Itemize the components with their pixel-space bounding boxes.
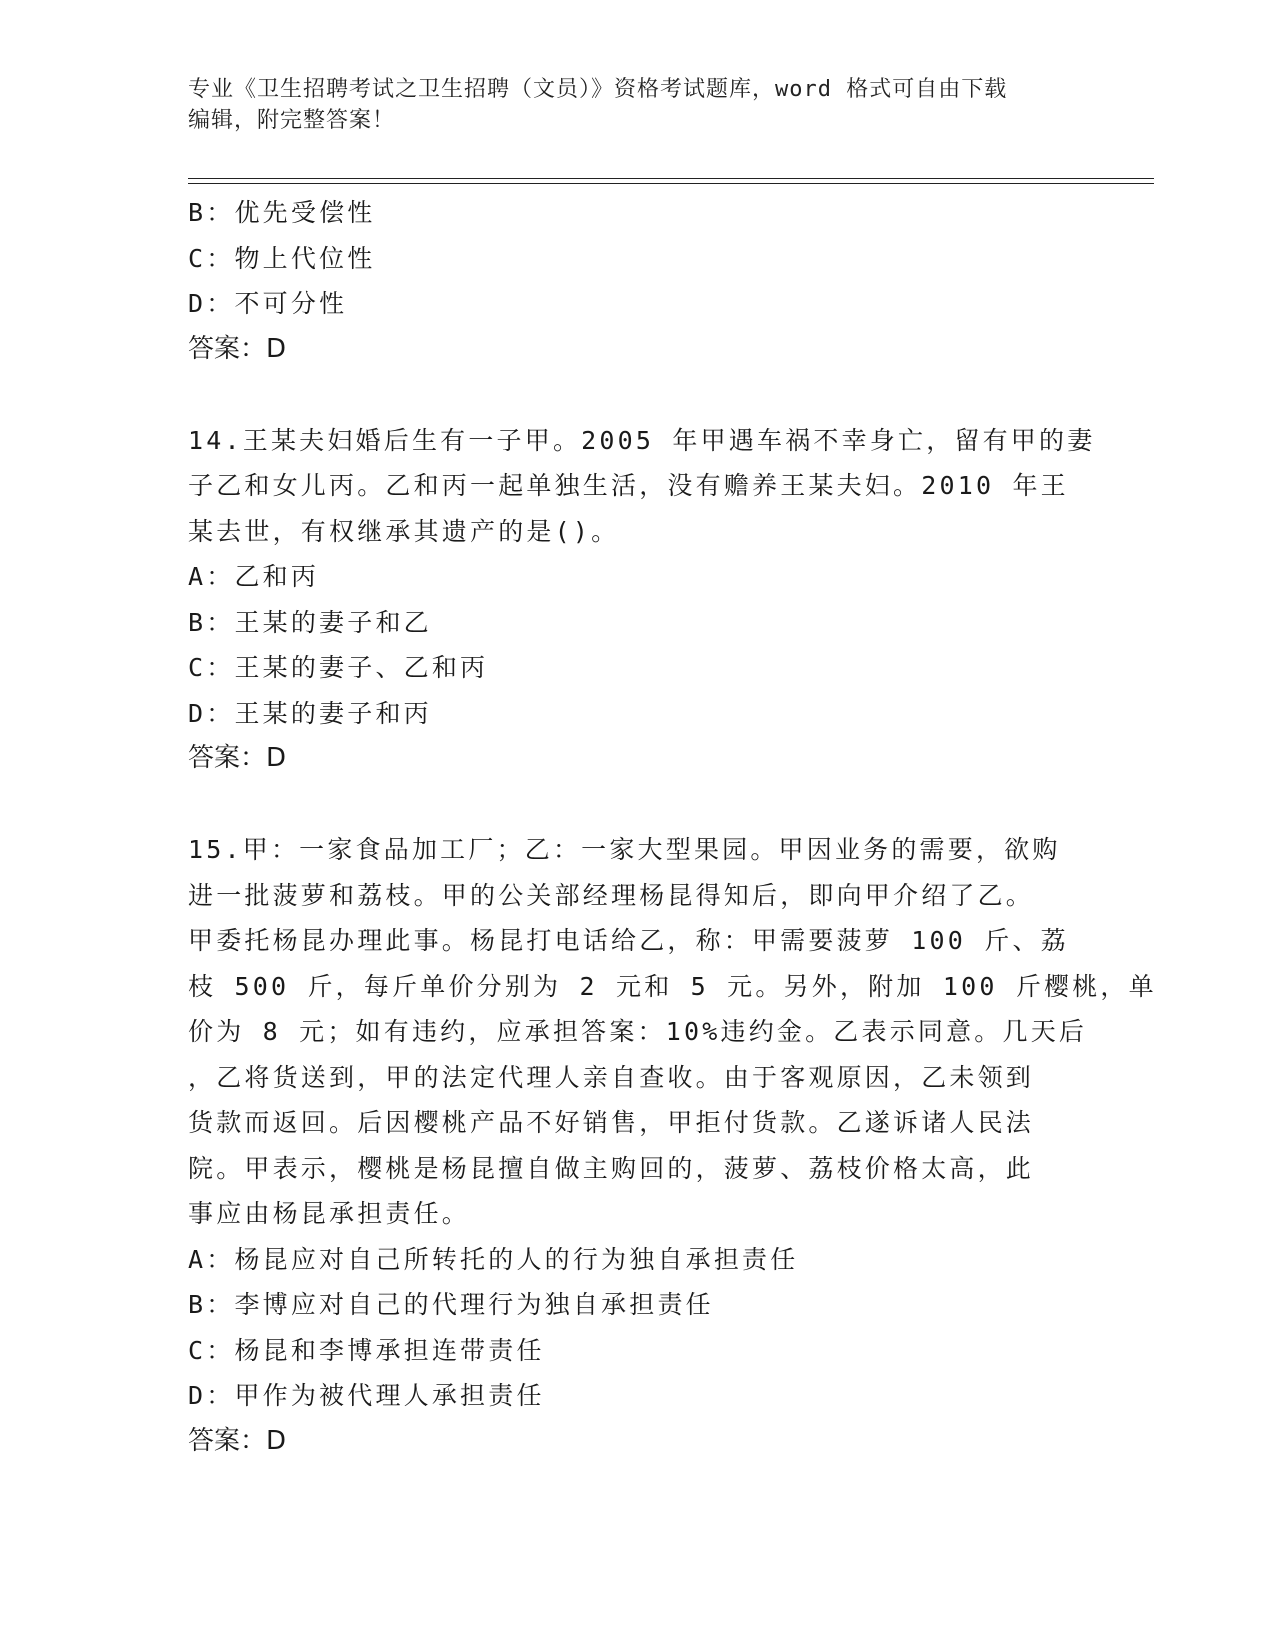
option-b: B：优先受偿性 xyxy=(188,198,376,227)
document-body xyxy=(188,190,1157,1464)
question-15 xyxy=(188,827,1157,1464)
question-stem-line: 14.王某夫妇婚后生有一子甲。2005 年甲遇车祸不幸身亡，留有甲的妻 xyxy=(188,425,1096,455)
header-line-2: 编辑，附完整答案！ xyxy=(188,108,396,133)
option-c: C：物上代位性 xyxy=(188,243,376,273)
header-line-1: 专业《卫生招聘考试之卫生招聘（文员）》资格考试题库，word 格式可自由下载 xyxy=(188,77,1008,102)
option-a: A：杨昆应对自己所转托的人的行为独自承担责任 xyxy=(188,1244,799,1274)
question-stem-line: 货款而返回。后因樱桃产品不好销售，甲拒付货款。乙遂诉诸人民法 xyxy=(188,1108,1035,1137)
question-stem-line: 15.甲：一家食品加工厂；乙：一家大型果园。甲因业务的需要，欲购 xyxy=(188,835,1061,864)
option-d: D：王某的妻子和丙 xyxy=(188,698,432,728)
question-stem-line: 某去世，有权继承其遗产的是()。 xyxy=(188,516,620,546)
question-stem-line: 甲委托杨昆办理此事。杨昆打电话给乙，称：甲需要菠萝 100 斤、荔 xyxy=(188,926,1069,955)
question-stem-line: ，乙将货送到，甲的法定代理人亲自查收。由于客观原因，乙未领到 xyxy=(188,1062,1035,1092)
option-b: B：李博应对自己的代理行为独自承担责任 xyxy=(188,1290,714,1319)
option-b: B：王某的妻子和乙 xyxy=(188,607,432,637)
spacer xyxy=(188,782,1088,828)
question-stem-line: 进一批菠萝和荔枝。甲的公关部经理杨昆得知后，即向甲介绍了乙。 xyxy=(188,880,1035,910)
option-d: D：甲作为被代理人承担责任 xyxy=(188,1381,545,1410)
question-stem-line: 子乙和女儿丙。乙和丙一起单独生活，没有赡养王某夫妇。2010 年王 xyxy=(188,471,1069,500)
option-a: A：乙和丙 xyxy=(188,562,320,591)
option-d: D：不可分性 xyxy=(188,289,348,318)
spacer xyxy=(188,372,1088,418)
answer: 答案：D xyxy=(188,333,287,364)
question-stem-line: 价为 8 元；如有违约，应承担答案：10%违约金。乙表示同意。几天后 xyxy=(188,1017,1088,1046)
question-stem-line: 院。甲表示，樱桃是杨昆擅自做主购回的，菠萝、荔枝价格太高，此 xyxy=(188,1153,1035,1183)
question-14 xyxy=(188,418,1096,782)
answer: 答案：D xyxy=(188,1425,287,1456)
option-c: C：杨昆和李博承担连带责任 xyxy=(188,1335,545,1365)
question-stem-line: 枝 500 斤，每斤单价分别为 2 元和 5 元。另外，附加 100 斤樱桃，单 xyxy=(188,971,1157,1001)
answer: 答案：D xyxy=(188,743,287,773)
document-header xyxy=(188,74,1078,136)
question-13-tail xyxy=(188,190,1088,372)
question-stem-line: 事应由杨昆承担责任。 xyxy=(188,1199,471,1228)
option-c: C：王某的妻子、乙和丙 xyxy=(188,653,489,682)
header-rule-top xyxy=(188,178,1154,179)
header-rule-bottom xyxy=(188,183,1154,184)
